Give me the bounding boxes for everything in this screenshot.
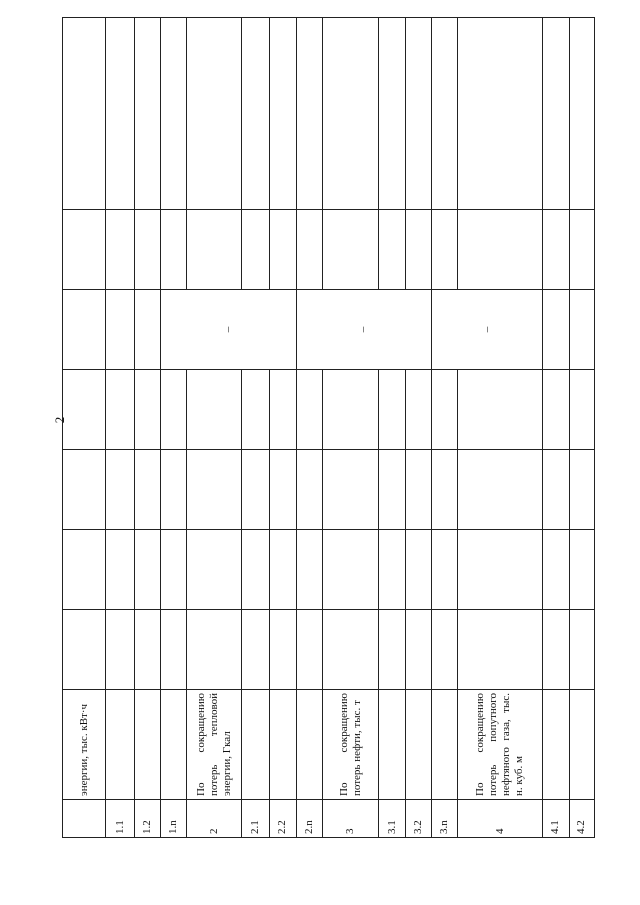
row-number-cell: 3.2 — [405, 800, 431, 838]
merged-dash-cell: – — [296, 290, 431, 370]
row-label-cell — [569, 690, 594, 800]
row-label-cell — [543, 690, 569, 800]
row-number-cell: 4.1 — [543, 800, 569, 838]
row-number-cell: 3.1 — [379, 800, 405, 838]
row-label-cell: По сокращению потерь нефти, тыс. т — [322, 690, 379, 800]
row-number-cell: 1.2 — [134, 800, 160, 838]
table-row — [134, 18, 160, 838]
table-row — [296, 18, 322, 838]
table-row — [187, 18, 242, 838]
row-label-cell — [106, 690, 134, 800]
row-label-cell — [241, 690, 269, 800]
row-number-cell: 4 — [458, 800, 543, 838]
savings-table — [62, 17, 595, 838]
merged-dash-cell: – — [432, 290, 543, 370]
row-number-cell: 4.2 — [569, 800, 594, 838]
row-number-cell: 1.n — [161, 800, 187, 838]
row-label-cell — [161, 690, 187, 800]
table-row — [405, 18, 431, 838]
row-number-cell: 2.2 — [270, 800, 296, 838]
row-label-cell — [405, 690, 431, 800]
page-number: 2 — [52, 416, 67, 424]
table-row — [63, 18, 106, 838]
table-row — [543, 18, 569, 838]
table-row — [379, 18, 405, 838]
row-label-cell — [296, 690, 322, 800]
table-row — [432, 18, 458, 838]
row-number-cell — [63, 800, 106, 838]
table-row — [322, 18, 379, 838]
table-row — [241, 18, 269, 838]
rotated-table-sheet — [62, 18, 595, 838]
table-row — [458, 18, 543, 838]
row-label-cell — [134, 690, 160, 800]
table-row — [106, 18, 134, 838]
row-label-cell — [270, 690, 296, 800]
table-row — [161, 18, 187, 838]
row-label-cell: энергии, тыс. кВт·ч — [63, 690, 106, 800]
row-number-cell: 3.n — [432, 800, 458, 838]
merged-dash-cell: – — [161, 290, 296, 370]
table-row — [569, 18, 594, 838]
row-number-cell: 2.n — [296, 800, 322, 838]
row-number-cell: 2 — [187, 800, 242, 838]
row-number-cell: 2.1 — [241, 800, 269, 838]
table-body — [63, 18, 595, 838]
row-label-cell: По сокращению потерь тепловой энергии, Гкал — [187, 690, 242, 800]
row-number-cell: 1.1 — [106, 800, 134, 838]
table-row — [270, 18, 296, 838]
row-label-cell: По сокращению потерь попутного нефтяного газа, тыс. н. куб. м — [458, 690, 543, 800]
row-label-cell — [432, 690, 458, 800]
row-number-cell: 3 — [322, 800, 379, 838]
row-label-cell — [379, 690, 405, 800]
